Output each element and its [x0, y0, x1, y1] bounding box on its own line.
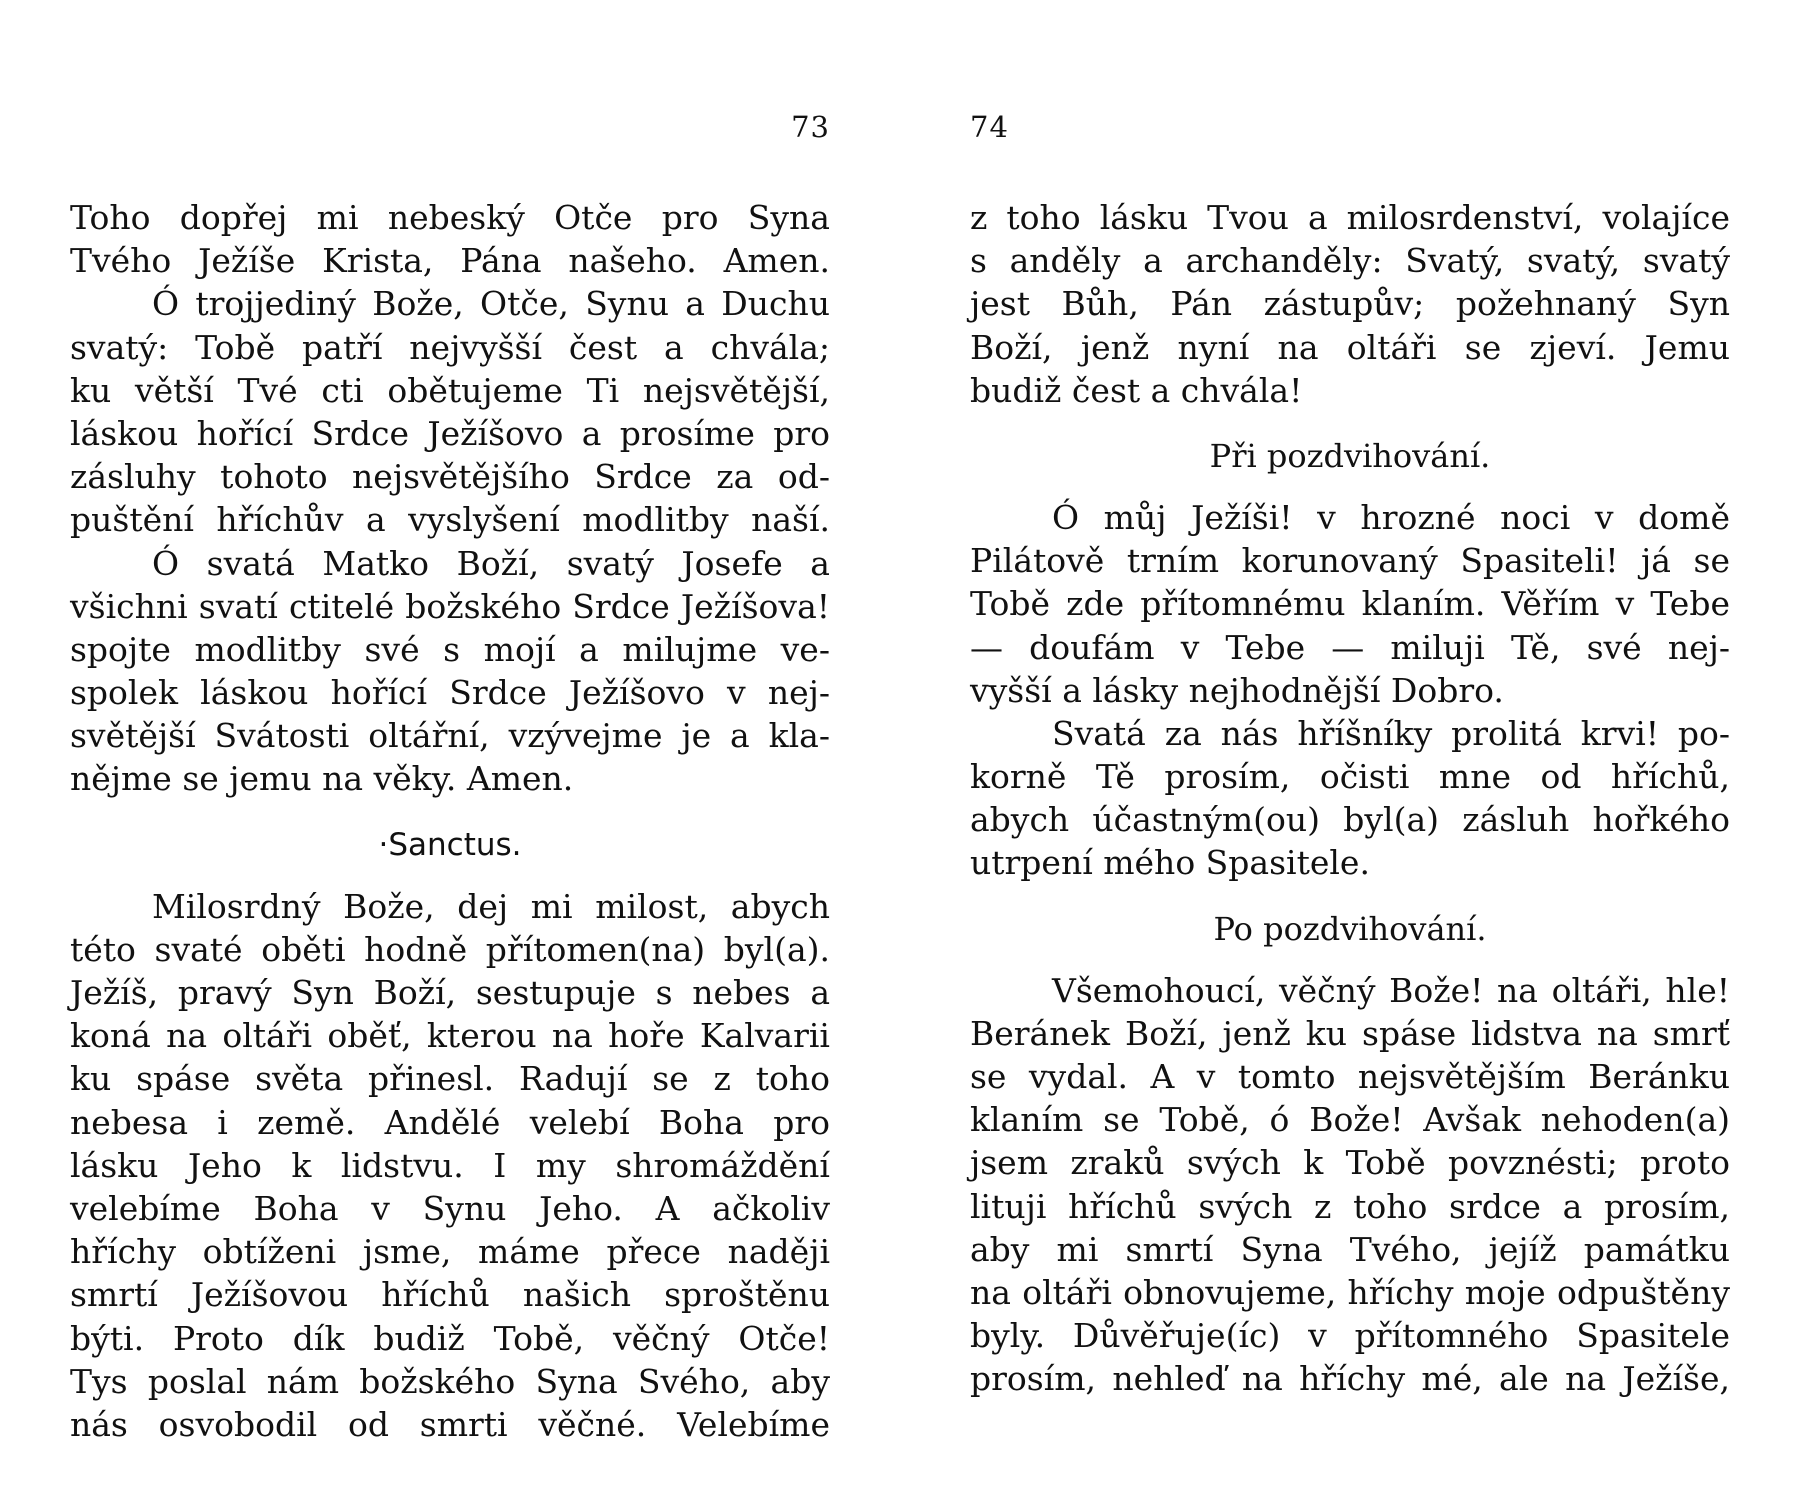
text-line: se vydal. A v tomto nejsvětějším Beránku: [970, 1057, 1730, 1096]
text-line: Tvého Ježíše Krista, Pána našeho. Amen.: [70, 241, 830, 281]
text-line: korně Tě prosím, očisti mne od hříchů,: [970, 757, 1730, 797]
text-line: Tys poslal nám božského Syna Svého, aby: [70, 1361, 830, 1401]
paragraph-block: [70, 885, 830, 1446]
paragraph-block: [970, 496, 1730, 885]
text-line: na oltáři obnovujeme, hříchy moje odpuštěny: [970, 1272, 1730, 1312]
text-line: Ó můj Ježíši! v hrozné noci v domě: [1052, 497, 1730, 537]
text-line: aby mi smrtí Syna Tvého, jejíž památku: [970, 1229, 1730, 1269]
text-line: vyšší a lásky nejhodnější Dobro.: [970, 670, 1504, 710]
paragraph-block: [70, 196, 830, 801]
text-line: Svatá za nás hříšníky prolitá krvi! po-: [1052, 713, 1730, 753]
text-line: velebíme Boha v Synu Jeho. A ačkoliv: [70, 1188, 830, 1228]
text-line: spolek láskou hořící Srdce Ježíšovo v nej-: [70, 673, 830, 713]
text-line: světější Svátosti oltářní, vzývejme je a kla-: [70, 716, 830, 756]
text-line: zásluhy tohoto nejsvětějšího Srdce za od-: [70, 457, 830, 497]
text-line: nás osvobodil od smrti věčné. Velebíme: [70, 1404, 830, 1444]
text-line: Beránek Boží, jenž ku spáse lidstva na smrť: [970, 1013, 1730, 1053]
text-line: Ježíš, pravý Syn Boží, sestupuje s nebes a: [70, 973, 830, 1012]
left-page: [70, 0, 830, 1500]
text-line: — doufám v Tebe — miluji Tě, své nej-: [970, 627, 1730, 667]
text-line: Tobě zde přítomnému klaním. Věřím v Tebe: [970, 584, 1730, 624]
text-line: prosím, nehleď na hříchy mé, ale na Ježíše,: [970, 1359, 1730, 1399]
left-body-text: [70, 196, 830, 1446]
text-line: jest Bůh, Pán zástupův; požehnaný Syn: [970, 284, 1730, 324]
text-line: puštění hříchův a vyslyšení modlitby naší.: [70, 500, 830, 540]
text-line: Toho dopřej mi nebeský Otče pro Syna: [70, 198, 830, 237]
text-line: ku spáse světa přinesl. Radují se z toho: [70, 1059, 830, 1099]
text-line: spojte modlitby své s mojí a milujme ve-: [70, 629, 830, 669]
paragraph-block: [970, 969, 1730, 1401]
right-page: [970, 0, 1730, 1500]
section-heading-pri-pozdvihovani: Při pozdvihování.: [1209, 436, 1491, 475]
paragraph-block: [970, 196, 1730, 412]
page-number: 73: [791, 110, 830, 144]
text-line: smrtí Ježíšovou hříchů našich sproštěnu: [70, 1275, 830, 1315]
text-line: budiž čest a chvála!: [970, 370, 1303, 410]
text-line: jsem zraků svých k Tobě povznésti; proto: [970, 1143, 1730, 1183]
text-line: lituji hříchů svých z toho srdce a prosím,: [970, 1186, 1730, 1226]
text-line: lásku Jeho k lidstvu. I my shromáždění: [70, 1145, 830, 1185]
text-line: Boží, jenž nyní na oltáři se zjeví. Jemu: [970, 327, 1730, 367]
text-line: Ó svatá Matko Boží, svatý Josefe a: [152, 543, 830, 583]
text-line: nebesa i země. Andělé velebí Boha pro: [70, 1102, 830, 1142]
text-line: býti. Proto dík budiž Tobě, věčný Otče!: [70, 1318, 830, 1358]
section-heading-po-pozdvihovani: Po pozdvihování.: [1213, 909, 1487, 948]
right-body-text: [970, 196, 1730, 1401]
text-line: s anděly a archanděly: Svatý, svatý, svatý: [970, 241, 1730, 281]
text-line: z toho lásku Tvou a milosrdenství, volajíce: [970, 198, 1730, 237]
text-line: hříchy obtíženi jsme, máme přece naději: [70, 1232, 830, 1272]
text-line: koná na oltáři oběť, kterou na hoře Kalvarii: [70, 1016, 830, 1056]
text-line: všichni svatí ctitelé božského Srdce Ježíšova!: [70, 586, 830, 626]
text-line: ku větší Tvé cti obětujeme Ti nejsvětější,: [70, 370, 830, 410]
text-line: Milosrdný Bože, dej mi milost, abych: [152, 886, 830, 926]
section-heading-sanctus: ·Sanctus.: [378, 826, 522, 863]
text-line: láskou hořící Srdce Ježíšovo a prosíme pro: [70, 413, 830, 453]
page-number: 74: [970, 110, 1009, 144]
text-line: abych účastným(ou) byl(a) zásluh hořkého: [970, 800, 1730, 840]
text-line: Všemohoucí, věčný Bože! na oltáři, hle!: [1052, 970, 1730, 1010]
text-line: utrpení mého Spasitele.: [970, 843, 1370, 883]
text-line: této svaté oběti hodně přítomen(na) byl(a).: [70, 929, 830, 969]
text-line: byly. Důvěřuje(íc) v přítomného Spasitele: [970, 1316, 1730, 1356]
text-line: klaním se Tobě, ó Bože! Avšak nehoden(a): [970, 1100, 1730, 1140]
text-line: svatý: Tobě patří nejvyšší čest a chvála;: [70, 327, 830, 367]
text-line: nějme se jemu na věky. Amen.: [70, 759, 574, 799]
text-line: Pilátově trním korunovaný Spasiteli! já se: [970, 541, 1730, 581]
text-line: Ó trojjediný Bože, Otče, Synu a Duchu: [152, 284, 830, 324]
